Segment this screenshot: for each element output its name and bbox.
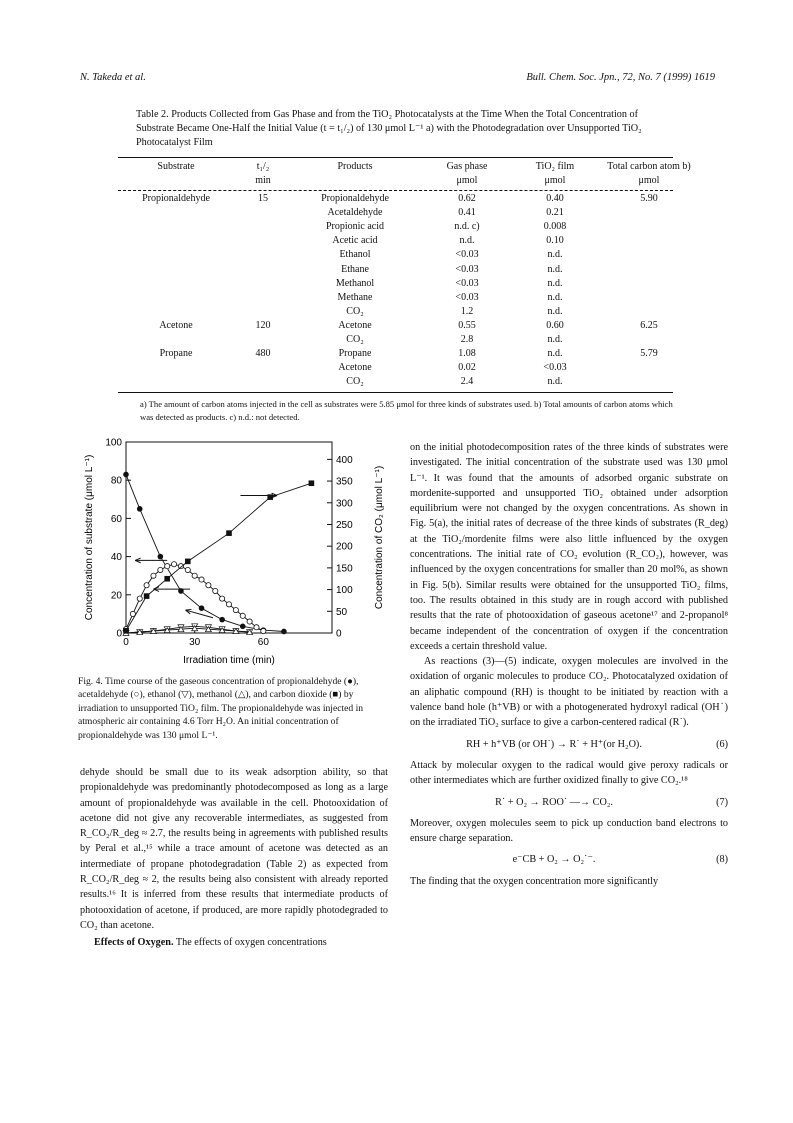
table-cell: 120: [255, 319, 271, 331]
y2-tick-label: 100: [336, 585, 353, 597]
y2-tick-label: 200: [336, 541, 353, 553]
data-point-propionaldehyde: [123, 472, 129, 478]
right-paragraph-4: Moreover, oxygen molecules seem to pick up conduction band electrons to ensure charge separation.: [410, 817, 728, 845]
left-paragraph-2: [80, 935, 388, 950]
y2-tick-label: 50: [336, 606, 348, 618]
equation-7: [410, 795, 728, 810]
y2-tick-label: 250: [336, 519, 353, 531]
data-point-carbon-dioxide: [123, 628, 129, 634]
series-line-carbon-dioxide: [126, 483, 311, 631]
table-cell: 0.41: [458, 207, 476, 219]
data-point-carbon-dioxide: [309, 480, 315, 486]
table-cell: n.d.: [547, 376, 563, 388]
table-cell: <0.03: [455, 249, 479, 261]
data-point-acetaldehyde: [226, 602, 231, 607]
section-heading-oxygen: Effects of Oxygen.: [94, 937, 174, 949]
right-paragraph-3: Attack by molecular oxygen to the radical would give peroxy radicals or other intermediates which are further oxidized finally to give CO₂.¹⁸: [410, 759, 728, 787]
table-cell: Methanol: [335, 277, 375, 289]
y-tick-label: 20: [110, 590, 122, 602]
table-cell: <0.03: [455, 263, 479, 275]
right-paragraph-2: As reactions (3)—(5) indicate, oxygen molecules are involved in the oxidation of organic molecules to produce CO₂. Photocatalyzed oxidation of an aliphatic compound (RH) is thought to be initiated by reaction with a valence band hole (h⁺VB) or with a photogenerated hydroxyl radical (OH˙) on the irradiated TiO₂ surface to give a carbon-centered radical (R˙).: [410, 656, 728, 729]
y-tick-label: 0: [116, 628, 122, 640]
table-cell: Acetone: [338, 362, 372, 374]
running-header-authors: N. Takeda et al.: [80, 72, 146, 83]
data-point-acetaldehyde: [220, 596, 225, 601]
table-cell: <0.03: [455, 291, 479, 303]
table-cell: n.d.: [547, 249, 563, 261]
table-unit-cell: min: [255, 175, 271, 186]
data-point-carbon-dioxide: [185, 559, 191, 565]
table-cell: 0.10: [546, 235, 564, 247]
table-cell: 6.25: [640, 319, 658, 331]
table-header-cell: TiO₂ film: [535, 161, 575, 172]
table-cell: n.d.: [547, 263, 563, 275]
data-point-acetaldehyde: [206, 583, 211, 588]
table-cell: Acetic acid: [332, 235, 378, 247]
table-cell: Propionic acid: [325, 221, 385, 233]
table-cell: 5.79: [640, 348, 658, 360]
data-point-propionaldehyde: [137, 506, 143, 512]
y-tick-label: 60: [110, 513, 122, 525]
table-cell: <0.03: [543, 362, 567, 374]
table-cell: Methane: [337, 291, 373, 303]
table-cell: Propane: [338, 348, 372, 360]
table-cell: <0.03: [455, 277, 479, 289]
data-point-propionaldehyde: [219, 617, 225, 623]
table-cell: CO₂: [346, 334, 364, 345]
y-tick-label: 40: [110, 552, 122, 564]
data-point-acetaldehyde: [171, 562, 176, 567]
table-cell: 15: [258, 193, 268, 204]
table-header-cell: Products: [337, 161, 373, 172]
table-header-cell: Total carbon atom b): [607, 161, 691, 172]
y-tick-label: 80: [110, 475, 122, 487]
table-header-cell: Substrate: [157, 161, 195, 172]
data-point-carbon-dioxide: [226, 530, 232, 536]
table-cell: 0.21: [546, 207, 564, 219]
right-paragraph-1: on the initial photodecomposition rates of the three kinds of substrates were investigated. The initial concentration of the substrate used was 130 μmol L⁻¹. It was found that the amounts of adsorbed organic substrate on mordenite-supported and unsupported TiO₂ obtained under adsorption equilibrium were not changed by the oxygen concentrations. As shown in Fig. 5(a), the initial rates of decrease of the three kinds of substrates (R_deg) at the TiO₂/mordenite films were also little influenced by the oxygen concentrations. The initial rate of CO₂ evolution (R_CO₂), however, was influenced by the oxygen concentrations for smaller than 20 mol%, as shown in Fig. 5(b). Similar results were obtained for the unsupported TiO₂ films, too. The results obtained in this study are in rough accord with published results that the rate of photooxidation of gaseous acetone¹⁷ and 2-propanol⁸ became independent of the concentration of oxygen if the concentration exceeds a certain threshold value.: [410, 442, 728, 652]
table-cell: 0.55: [458, 319, 476, 331]
data-point-propionaldehyde: [281, 629, 287, 635]
table-cell: 0.62: [458, 193, 476, 204]
equation-7-body: R˙ + O₂ → ROO˙ —→ CO₂.: [495, 796, 613, 808]
table-cell: n.d.: [547, 277, 563, 289]
table-cell: Ethanol: [339, 249, 371, 261]
data-point-propionaldehyde: [240, 624, 246, 630]
table-cell: Propionaldehyde: [321, 193, 389, 204]
table-cell: Acetone: [159, 319, 193, 331]
figure-caption: Fig. 4. Time course of the gaseous concentration of propionaldehyde (●), acetaldehyde (○), ethanol (▽), methanol (△), and carbon dioxide (■) by irradiation to unsupported TiO₂ film. The propionaldehyde was injected in atmospheric air containing 4.6 Torr H₂O. An initial concentration of propionaldehyde was 130 μmol L⁻¹.: [78, 676, 364, 741]
data-point-acetaldehyde: [137, 596, 142, 601]
table-footnotes: a) The amount of carbon atoms injected in the cell as substrates were 5.85 μmol for three kinds of substrates used. b) Total amounts of carbon atoms which was detected as products. c) n.d.: not detected.: [140, 399, 673, 422]
x-tick-label: 60: [257, 637, 269, 648]
table-cell: 2.4: [460, 376, 474, 388]
table-rule: [118, 190, 673, 191]
y2-tick-label: 300: [336, 498, 353, 510]
y2-tick-label: 350: [336, 476, 353, 488]
y2-axis-label: Concentration of CO₂ (μmol L⁻¹): [374, 465, 385, 610]
y2-tick-label: 150: [336, 563, 353, 575]
table-cell: 0.008: [543, 221, 567, 233]
y2-tick-label: 400: [336, 454, 353, 466]
data-point-acetaldehyde: [165, 564, 170, 569]
data-point-acetaldehyde: [144, 583, 149, 588]
table-cell: n.d.: [547, 305, 563, 317]
equation-6-number: (6): [716, 738, 728, 750]
table-cell: n.d. c): [454, 221, 480, 233]
table-unit-cell: μmol: [456, 175, 478, 186]
table-cell: n.d.: [547, 334, 563, 345]
data-point-acetaldehyde: [151, 573, 156, 578]
table-cell: 0.40: [546, 193, 564, 204]
data-point-propionaldehyde: [158, 554, 164, 560]
table-cell: Acetaldehyde: [327, 207, 383, 219]
equation-8-number: (8): [716, 854, 728, 866]
series-line-methanol: [126, 628, 250, 633]
table-cell: 0.60: [546, 319, 564, 331]
series-line-propionaldehyde: [126, 475, 284, 632]
table-rule: [118, 392, 673, 393]
table-cell: 5.90: [640, 193, 658, 204]
equation-8: [410, 852, 728, 867]
y-tick-label: 100: [105, 437, 122, 449]
data-point-acetaldehyde: [192, 573, 197, 578]
data-point-acetaldehyde: [261, 628, 266, 633]
data-point-acetaldehyde: [199, 577, 204, 582]
table-rule: [118, 157, 673, 158]
equation-6-body: RH + h⁺VB (or OH˙) → R˙ + H⁺(or H₂O).: [466, 738, 642, 750]
table-unit-cell: μmol: [638, 175, 660, 186]
data-point-acetaldehyde: [240, 613, 245, 618]
table-cell: Acetone: [338, 319, 372, 331]
right-paragraph-5: The finding that the oxygen concentration more significantly: [410, 875, 659, 887]
data-point-propionaldehyde: [199, 605, 205, 611]
x-tick-label: 0: [123, 637, 129, 648]
left-paragraph-1: dehyde should be small due to its weak adsorption ability, so that propionaldehyde was predominantly photodecomposed as long as a large amount of propionaldehyde was available in the cell. Photooxidation of acetone did not give any recoverable intermediates, as suggested from R_CO₂/R_deg ≈ 2.7, the results being in agreements with published results by Peral et al.,¹⁵ while a trace amount of acetone was detected as an intermediate of propane photodegradation (Table 2) as expected from R_CO₂/R_deg ≈ 2, the results being also consistent with already reported results.¹⁶ It is inferred from these results that intermediate products of photooxidation of acetone, if produced, are more rapidly photodegraded to CO₂ than acetone.: [80, 767, 388, 931]
table-cell: Propane: [159, 348, 193, 360]
left-column: [80, 765, 388, 951]
table-cell: n.d.: [547, 291, 563, 303]
table-cell: 480: [255, 348, 271, 360]
x-axis-label: Irradiation time (min): [183, 655, 275, 666]
data-point-acetaldehyde: [213, 588, 218, 593]
table-cell: CO₂: [346, 376, 364, 388]
data-point-acetaldehyde: [247, 619, 252, 624]
running-header-journal: Bull. Chem. Soc. Jpn., 72, No. 7 (1999) 1619: [526, 72, 715, 83]
table-unit-cell: μmol: [544, 175, 566, 186]
table-cell: 1.08: [458, 348, 476, 360]
table-cell: n.d.: [459, 235, 475, 247]
table-cell: 2.8: [460, 334, 474, 345]
table-cell: Propionaldehyde: [142, 193, 210, 204]
y-axis-label: Concentration of substrate (μmol L⁻¹): [84, 454, 95, 621]
data-point-acetaldehyde: [185, 567, 190, 572]
data-point-carbon-dioxide: [144, 593, 150, 599]
table-cell: n.d.: [547, 348, 563, 360]
table-cell: CO₂: [346, 305, 364, 317]
table-caption: Table 2. Products Collected from Gas Phase and from the TiO₂ Photocatalysts at the Time When the Total Concentration of Substrate Became One-Half the Initial Value (t = t₁/₂) of 130 μmol L⁻¹ a) with the Photodegradation over Unsupported TiO₂ Photocatalyst Film: [136, 109, 642, 148]
equation-7-number: (7): [716, 796, 728, 808]
data-point-acetaldehyde: [158, 567, 163, 572]
table-cell: 1.2: [460, 305, 474, 317]
right-column: [410, 440, 728, 889]
section-text-oxygen: The effects of oxygen concentrations: [175, 937, 327, 949]
data-point-acetaldehyde: [233, 607, 238, 612]
data-point-acetaldehyde: [254, 625, 259, 630]
figure-4-chart: [70, 432, 400, 672]
data-point-carbon-dioxide: [164, 576, 170, 582]
x-tick-label: 30: [189, 637, 201, 648]
equation-6: [410, 737, 728, 752]
table-header-cell: Gas phase: [446, 161, 488, 172]
table-cell: 0.02: [458, 362, 476, 374]
y2-tick-label: 0: [336, 628, 342, 640]
table-cell: Ethane: [341, 263, 369, 275]
table-header-cell: t₁/₂: [256, 161, 270, 172]
equation-8-body: e⁻CB + O₂ → O₂˙⁻.: [512, 854, 596, 866]
